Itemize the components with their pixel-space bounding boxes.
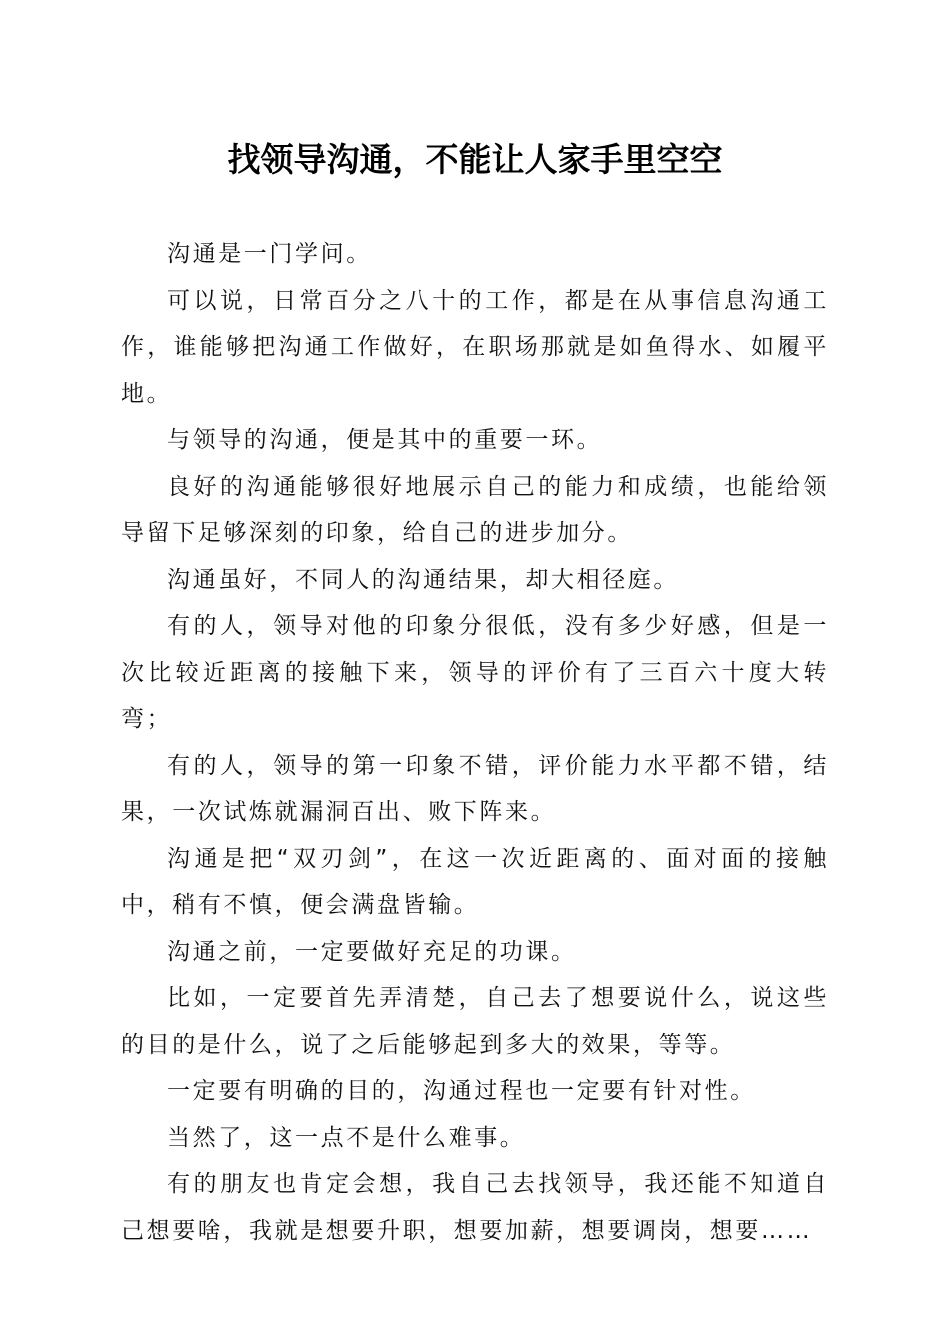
paragraph: 沟通虽好，不同人的沟通结果，却大相径庭。 (167, 566, 679, 593)
paragraph: 沟通是把“双刃剑”，在这一次近距离的、面对面的接触中，稍有不慎，便会满盘皆输。 (121, 845, 829, 918)
document-title: 找领导沟通，不能让人家手里空空 (227, 140, 723, 179)
paragraph: 沟通之前，一定要做好充足的功课。 (167, 938, 577, 965)
paragraph: 良好的沟通能够很好地展示自己的能力和成绩，也能给领导留下足够深刻的印象，给自己的进步加分。 (121, 473, 829, 546)
paragraph: 一定要有明确的目的，沟通过程也一定要有针对性。 (167, 1078, 756, 1104)
paragraph: 可以说，日常百分之八十的工作，都是在从事信息沟通工作，谁能够把沟通工作做好，在职场那就是如鱼得水、如履平地。 (121, 287, 829, 407)
document-body (121, 231, 829, 1254)
paragraph: 沟通是一门学问。 (167, 241, 372, 267)
paragraph: 有的人，领导对他的印象分很低，没有多少好感，但是一次比较近距离的接触下来，领导的评价有了三百六十度大转弯； (121, 613, 829, 732)
paragraph: 比如，一定要首先弄清楚，自己去了想要说什么，说这些的目的是什么，说了之后能够起到多大的效果，等等。 (121, 985, 829, 1058)
paragraph: 当然了，这一点不是什么难事。 (167, 1124, 526, 1151)
paragraph: 与领导的沟通，便是其中的重要一环。 (167, 427, 603, 453)
paragraph: 有的朋友也肯定会想，我自己去找领导，我还能不知道自己想要啥，我就是想要升职，想要加薪，想要调岗，想要…… (121, 1171, 829, 1244)
paragraph: 有的人，领导的第一印象不错，评价能力水平都不错，结果，一次试炼就漏洞百出、败下阵来。 (121, 752, 829, 825)
